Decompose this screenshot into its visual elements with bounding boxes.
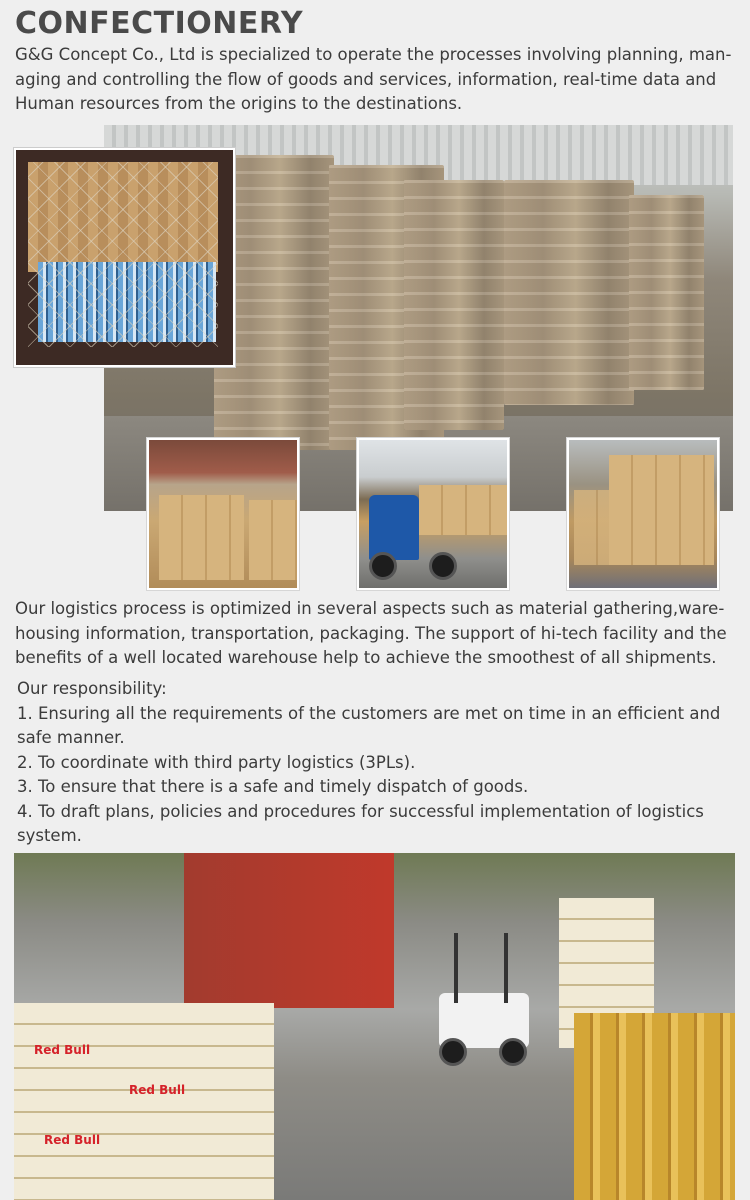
truck-wheel (369, 552, 397, 580)
process-line: housing information, transportation, packaging. The support of hi-tech facility and the (15, 623, 727, 643)
carton-stack (159, 495, 244, 580)
wrapped-pallet (504, 180, 634, 405)
wrapped-pallet-photo (567, 438, 719, 590)
responsibility-section (17, 677, 732, 849)
red-bull-logo: Red Bull (34, 1043, 91, 1057)
responsibility-item: 3. To ensure that there is a safe and timely dispatch of goods. (17, 777, 529, 796)
red-bull-logo: Red Bull (44, 1133, 101, 1147)
responsibility-item: 2. To coordinate with third party logistics (3PLs). (17, 752, 416, 772)
responsibility-item: safe manner. (17, 728, 125, 747)
page-title: CONFECTIONERY (15, 6, 304, 41)
responsibility-list (17, 702, 732, 849)
process-paragraph (15, 597, 740, 671)
intro-line: Human resources from the origins to the destinations. (15, 94, 463, 113)
responsibility-item: system. (17, 826, 82, 845)
intro-line: aging and controlling the flow of goods and services, information, real-time data and (15, 69, 717, 89)
truck-loading-photo (357, 438, 509, 590)
forklift-mast (454, 933, 458, 1003)
wrapped-pallet (629, 195, 704, 390)
intro-line: G&G Concept Co., Ltd is specialized to operate the processes involving planning, man- (15, 45, 732, 64)
carton-stack (249, 500, 297, 580)
forklift-mast (504, 933, 508, 1003)
gold-can-stack (574, 1013, 735, 1200)
container-loading-photo (14, 148, 235, 367)
warehouse-forklift-photo (14, 853, 735, 1200)
responsibility-item: 1. Ensuring all the requirements of the customers are met on time in an efficient and (17, 703, 721, 723)
wrapped-pallet (404, 180, 504, 430)
shipping-container (184, 853, 394, 1008)
stacked-cartons-photo (147, 438, 299, 590)
process-line: benefits of a well located warehouse help to achieve the smoothest of all shipments. (15, 648, 717, 667)
responsibility-heading: Our responsibility: (17, 679, 167, 698)
truck-wheel (429, 552, 457, 580)
red-bull-logo: Red Bull (129, 1083, 186, 1097)
red-bull-carton-stack (14, 1003, 274, 1200)
intro-paragraph (15, 43, 740, 117)
carton-stack (574, 490, 614, 565)
responsibility-item: 4. To draft plans, policies and procedures for successful implementation of logistics (17, 801, 704, 821)
truck-cab (369, 495, 419, 560)
forklift-wheel (499, 1038, 527, 1066)
forklift-wheel (439, 1038, 467, 1066)
truck-cargo (419, 485, 507, 535)
carton-stack (609, 455, 714, 565)
process-line: Our logistics process is optimized in several aspects such as material gathering,ware- (15, 599, 725, 618)
forklift (419, 933, 539, 1073)
cargo-net (28, 162, 218, 347)
